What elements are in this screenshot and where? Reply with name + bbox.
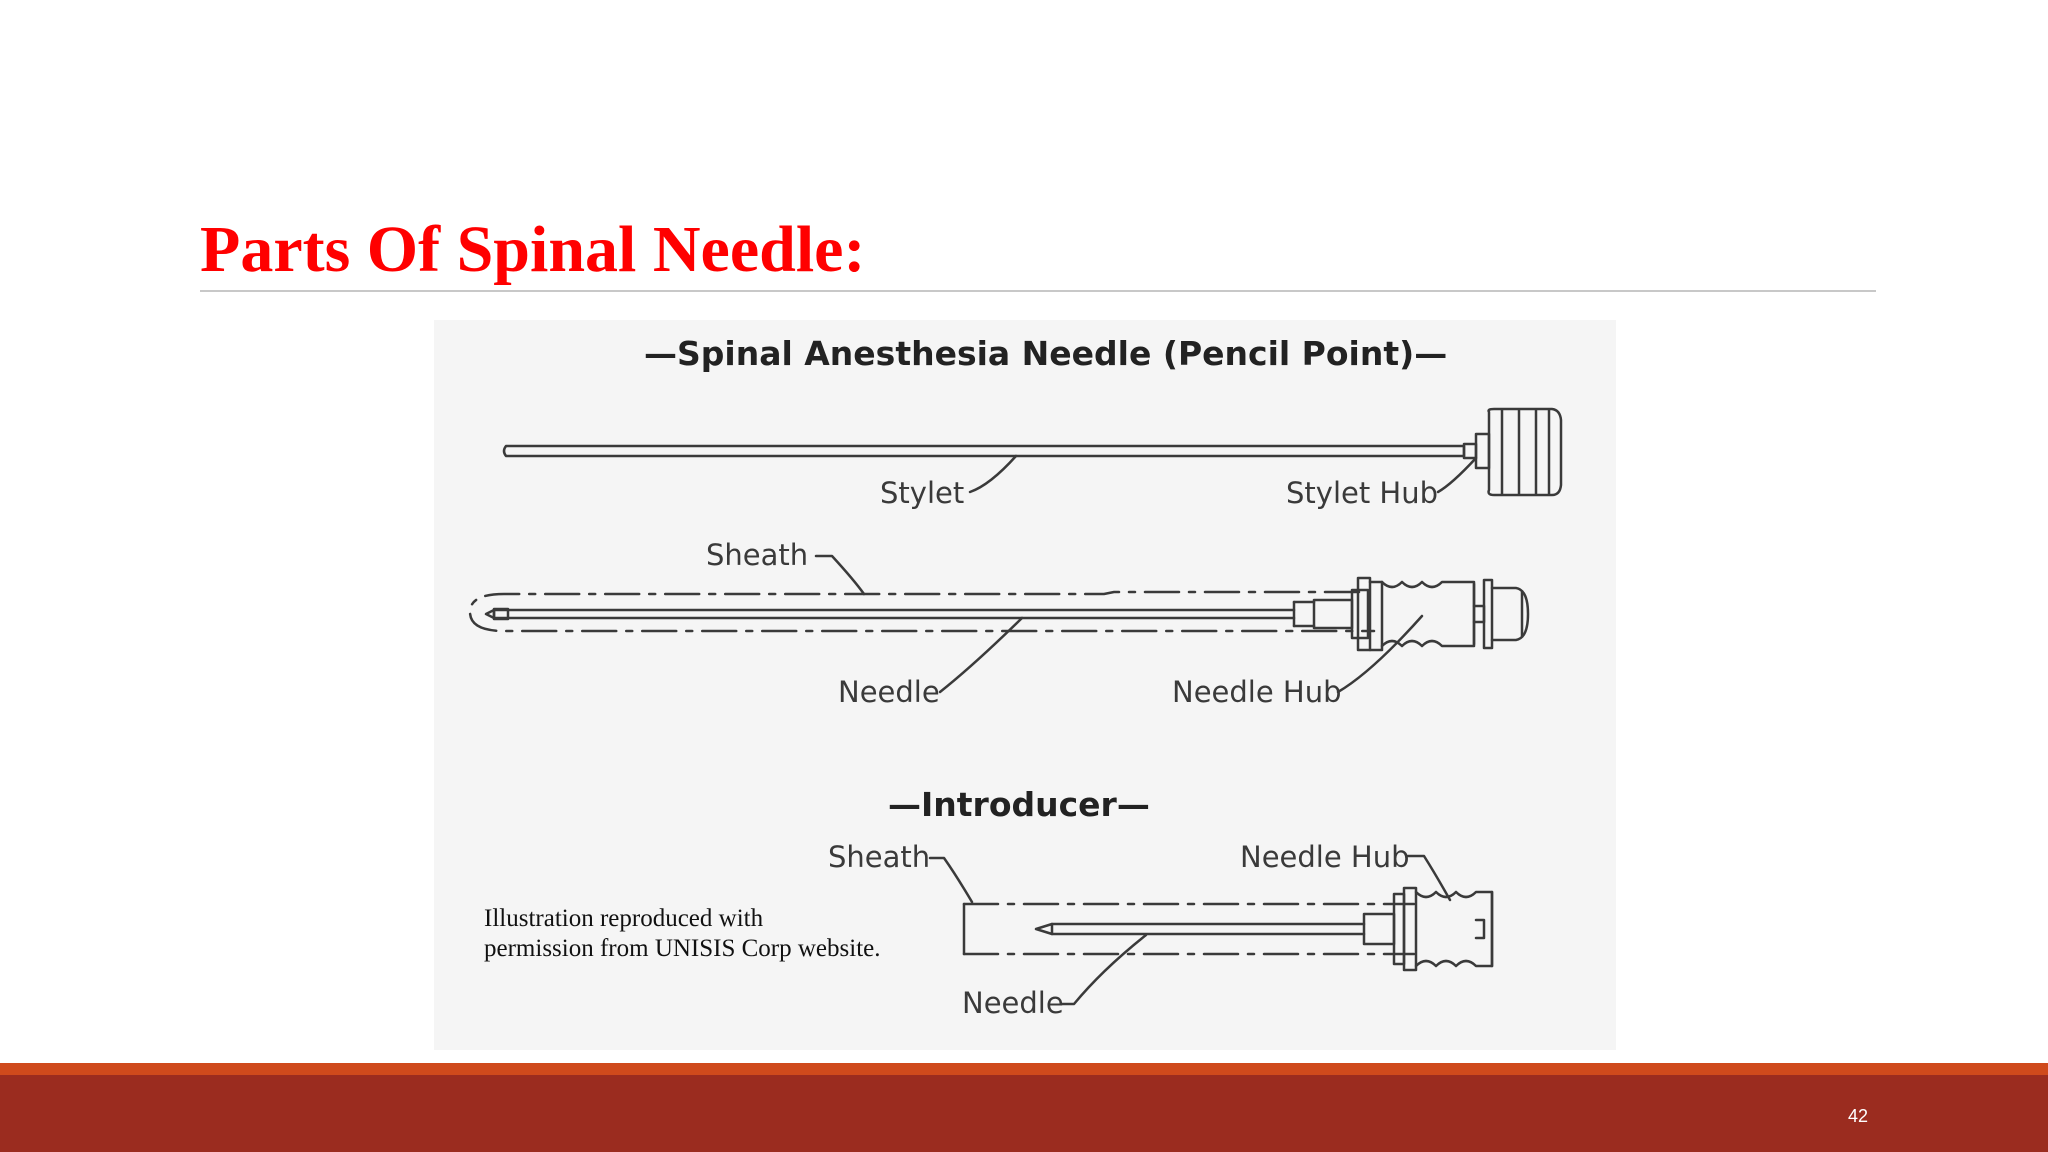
introducer-hub-drawing: [1394, 888, 1492, 970]
needle-top-leader: [940, 618, 1022, 692]
title-divider: [200, 290, 1876, 292]
needle-shaft: [486, 602, 1314, 626]
needle-hub-bottom-leader: [1408, 856, 1450, 900]
introducer-needle: [1036, 914, 1394, 944]
needle-bottom-label: Needle: [962, 986, 1064, 1020]
credit-line-1: Illustration reproduced with: [484, 905, 764, 932]
slide-title: Parts Of Spinal Needle:: [200, 213, 866, 286]
stylet-hub-label: Stylet Hub: [1286, 476, 1439, 510]
needle-hub-bottom-label: Needle Hub: [1240, 840, 1410, 874]
stylet-hub-drawing: [1464, 409, 1561, 495]
stylet-shaft: [504, 446, 1464, 456]
credit-line-2: permission from UNISIS Corp website.: [484, 935, 881, 962]
needle-bottom-leader: [1062, 935, 1146, 1004]
introducer-heading: —Introducer—: [888, 785, 1150, 824]
page-number: 42: [1847, 1106, 1868, 1126]
illustration-credit: [484, 904, 881, 964]
stylet-label: Stylet: [880, 476, 965, 510]
introducer-sheath: [964, 904, 1414, 954]
sheath-top-label: Sheath: [706, 538, 809, 572]
sheath-top-leader: [816, 556, 864, 594]
sheath-outline: [470, 592, 1374, 631]
stylet-leader: [970, 456, 1016, 492]
sheath-bottom-label: Sheath: [828, 840, 931, 874]
needle-hub-top-label: Needle Hub: [1172, 675, 1342, 709]
sheath-bottom-leader: [930, 858, 972, 902]
needle-hub-drawing: [1314, 578, 1528, 650]
footer-bar: [0, 1075, 2048, 1152]
footer-accent-stripe: [0, 1063, 2048, 1075]
needle-top-label: Needle: [838, 675, 940, 709]
stylet-hub-leader: [1438, 458, 1476, 492]
main-diagram-heading: —Spinal Anesthesia Needle (Pencil Point)—: [644, 334, 1448, 373]
